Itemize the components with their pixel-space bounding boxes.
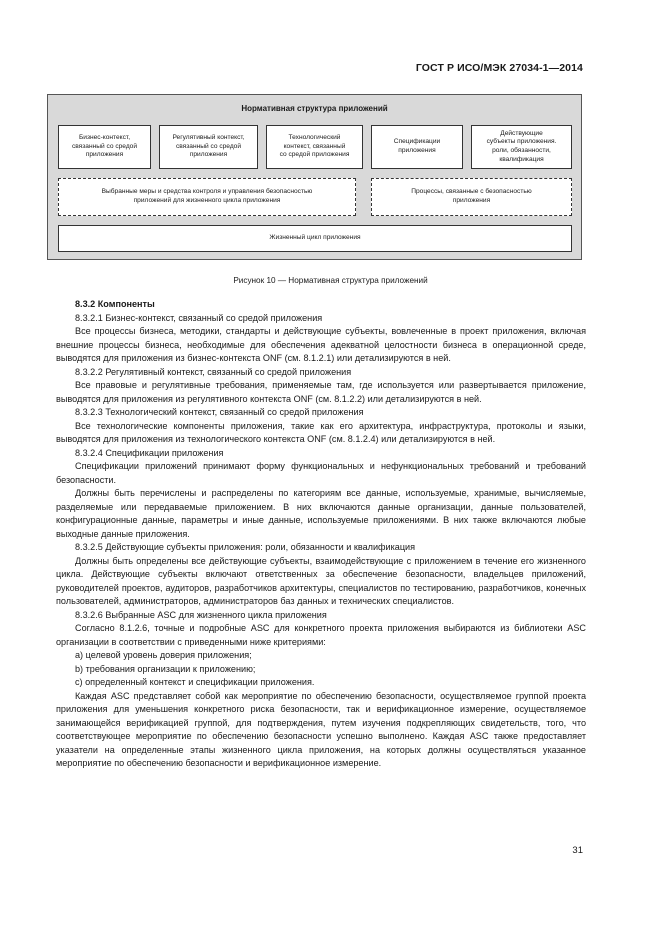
application-actors-box: Действующие субъекты приложения. роли, обязанности, квалификация <box>471 125 572 169</box>
body-text <box>56 297 586 771</box>
subsection-heading: 8.3.2.5 Действующие субъекты приложения: роли, обязанности и квалификация <box>75 542 416 552</box>
selected-controls-box: Выбранные меры и средства контроля и управления безопасностью приложений для жизненного цикла приложения <box>58 178 356 216</box>
subsection-heading: 8.3.2.1 Бизнес-контекст, связанный со средой приложения <box>75 312 323 323</box>
security-processes-box: Процессы, связанные с безопасностью приложения <box>371 178 572 216</box>
normative-structure-figure <box>47 94 582 260</box>
paragraph: Спецификации приложений принимают форму функциональных и нефункциональных требований и требований безопасности. <box>56 461 586 485</box>
paragraph: Согласно 8.1.2.6, точные и подробные ASC для конкретного проекта приложения выбираются из библиотеки ASC организации в соответствии с приведенными ниже критериями: <box>56 623 586 647</box>
application-specifications-box: Спецификации приложения <box>371 125 463 169</box>
section-heading: 8.3.2 Компоненты <box>75 299 155 309</box>
paragraph: Все правовые и регулятивные требования, применяемые там, где используется или развертывается приложение, выводятся для приложения из регулятивного контекста ONF (см. 8.1.2.2) или детализируются в ней. <box>56 380 586 404</box>
paragraph: Все процессы бизнеса, методики, стандарты и действующие субъекты, вовлеченные в проект приложения, включая внешние процессы бизнеса, необходимые для обеспечения адекватной целостности бизнеса в операционной среде, выводятся для приложения из бизнес-контекста ONF (см. 8.1.2.1) или детализируются в ней. <box>56 326 586 363</box>
regulatory-context-box: Регулятивный контекст, связанный со средой приложения <box>159 125 258 169</box>
list-item: b) требования организации к приложению; <box>75 663 256 674</box>
business-context-box: Бизнес-контекст, связанный со средой приложения <box>58 125 151 169</box>
paragraph: Каждая ASC представляет собой как мероприятие по обеспечению безопасности, осуществляемое группой проекта приложения для уменьшения конкретного риска безопасности, так и верификационное измерение, осуществляемое занимающейся верификацией группой, для подтверждения, путем изучения подкрепляющих свидетельств, того, что соответствующее мероприятие по обеспечению безопасности успешно выполнено. Каждая ASC также предоставляет указатели на определенные этапы жизненного цикла приложения, на которых должны осуществляться указанное мероприятие по обеспечению безопасности и верификационное измерение. <box>56 690 586 768</box>
page-number: 31 <box>572 845 583 856</box>
paragraph: Все технологические компоненты приложения, такие как его архитектура, инфраструктура, протоколы и языки, выводятся для приложения из технологического контекста ONF (см. 8.1.2.4) или детализируются в ней. <box>56 420 586 444</box>
figure-caption: Рисунок 10 — Нормативная структура приложений <box>233 276 428 285</box>
document-header: ГОСТ Р ИСО/МЭК 27034-1—2014 <box>415 62 583 74</box>
list-item: c) определенный контекст и спецификации приложения. <box>75 677 315 687</box>
subsection-heading: 8.3.2.6 Выбранные ASC для жизненного цикла приложения <box>75 609 327 620</box>
technological-context-box: Технологический контекст, связанный со средой приложения <box>266 125 363 169</box>
subsection-heading: 8.3.2.2 Регулятивный контекст, связанный со средой приложения <box>75 366 352 377</box>
paragraph: Должны быть перечислены и распределены по категориям все данные, используемые, хранимые, вычисляемые, разделяемые или передаваемые приложением. В них включаются данные организации, данные пользователей, конфигурационные данные, параметры и иные данные, используемые приложениями. В них также включаются любые выходные данные приложения. <box>56 488 586 539</box>
subsection-heading: 8.3.2.4 Спецификации приложения <box>75 447 224 458</box>
application-lifecycle-box: Жизненный цикл приложения <box>58 225 572 252</box>
subsection-heading: 8.3.2.3 Технологический контекст, связанный со средой приложения <box>75 407 364 417</box>
paragraph: Должны быть определены все действующие субъекты, взаимодействующие с приложением в течение его жизненного цикла. Действующие субъекты включают ответственных за обеспечение безопасности, владельцев приложений, руководителей проектов, аудиторов, разработчиков архитектуры, специалистов по тестированию, разработчиков, конечных пользователей, администраторов, администраторов баз данных и технических специалистов. <box>56 555 586 606</box>
list-item: a) целевой уровень доверия приложения; <box>75 650 252 660</box>
figure-title: Нормативная структура приложений <box>241 104 388 113</box>
